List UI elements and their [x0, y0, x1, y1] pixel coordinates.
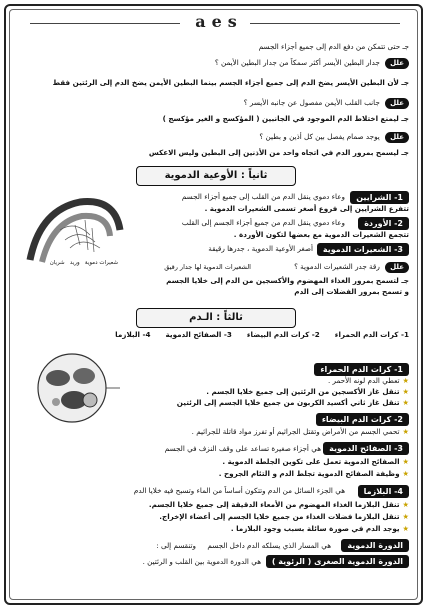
platelets-3: ★وظيفة الصفائح الدموية تجلط الدم و التئام الجروح .	[218, 469, 409, 478]
q1-row: علل جدار البطين الأيسر أكثر سمكاً من جدار البطين الأيمن ؟	[18, 58, 409, 69]
star-icon: ★	[402, 500, 409, 509]
capillaries-a2: و تسمح بمرور الفضلات إلى الدم	[294, 287, 409, 296]
section3-title: ثالثاً : الـدم	[136, 308, 296, 328]
rbc-1: ★تعطي الدم لونه الأحمر .	[327, 376, 409, 385]
circulation-label: الدورة الدموية	[341, 539, 409, 552]
rbc-3: ★تنقل غاز ثاني أكسيد الكربون من جميع خلايا الجسم إلى الرئتين	[176, 398, 409, 407]
wbc-label: 2- كرات الدم البيضاء	[316, 413, 409, 426]
small-circulation-label: الدورة الدموية الصغرى ( الرئوية )	[266, 555, 409, 568]
q2-pill: علل	[385, 98, 409, 109]
veins-label: 2- الأوردة	[358, 217, 409, 230]
blood-components-row: 1- كرات الدم الحمراء 2- كرات الدم البيضاء 3- الصفائح الدموية 4- البلازما	[115, 330, 409, 339]
platelets-1: هي أجزاء صغيرة تساعد على وقف النزف في الجسم	[164, 444, 321, 453]
capillaries-text: أصغر الأوعية الدموية ، جدرها رقيقة	[208, 244, 313, 253]
plasma-label: 4- البلازما	[358, 485, 409, 498]
plasma-4: ★يوجد الدم في صورة سائلة بسبب وجود البلازما .	[230, 524, 409, 533]
q3-row: علل يوجد صمام يفصل بين كل أذين و بطين ؟	[18, 132, 409, 143]
plasma-3: ★تنقل البلازما فضلات الغذاء من جميع خلايا الجسم إلى أعضاء الإخراج.	[159, 512, 409, 521]
star-icon: ★	[402, 512, 409, 521]
a3-row: جـ ليسمح بمرور الدم في اتجاه واحد من الأذنين إلى البطين وليس الاعكس	[148, 148, 409, 157]
platelets-label: 3- الصفائح الدموية	[323, 442, 409, 455]
star-icon: ★	[402, 524, 409, 533]
q1-pill: علل	[385, 58, 409, 69]
veins-text: وعاء دموي ينقل الدم من جميع أجزاء الجسم إلى القلب	[181, 218, 345, 227]
header-rule-left	[30, 23, 180, 24]
blood-cells-illustration	[28, 348, 120, 426]
small-circulation-text: هي الدورة الدموية بين القلب و الرئتين .	[142, 557, 261, 566]
header-rule-right	[250, 23, 400, 24]
brand-logo: aes	[195, 12, 243, 31]
a1-row: جـ لأن البطين الأيسر يضخ الدم إلى جميع أجزاء الجسم بينما البطين الأيمن يضخ الدم إلى الرئتين فقط	[52, 78, 409, 87]
rbc-2: ★تنقل غاز الأكسجين من الرئتين إلى جميع خلايا الجسم .	[206, 387, 409, 396]
q3-pill: علل	[385, 132, 409, 143]
arteries-sub: تتفرع الشرايين إلى فروع أصغر تسمى الشعيرات الدموية .	[204, 204, 409, 213]
worksheet-page	[4, 4, 423, 605]
plasma-1: هي الجزء السائل من الدم وتتكون أساساً من الماء وتسبح فيه خلايا الدم	[133, 486, 345, 495]
star-icon: ★	[402, 376, 409, 385]
capillaries-a1: جـ لتسمح بمرور الغذاء المهضوم والأكسجين من الدم إلى خلايا الجسم	[166, 276, 409, 285]
platelets-2: ★الصفائح الدموية تعمل على تكوين الجلطة الدموية .	[222, 457, 409, 466]
star-icon: ★	[402, 469, 409, 478]
star-icon: ★	[402, 398, 409, 407]
plasma-2: ★تنقل البلازما الغذاء المهضوم من الأمعاء الدقيقة إلى جميع خلايا الجسم.	[148, 500, 409, 509]
capillaries-q-tail: الشعيرات الدموية لها جدار رقيق	[164, 263, 251, 271]
rbc-label: 1- كرات الدم الحمراء	[314, 363, 409, 376]
circulation-text: هي المسار الذي يسلكه الدم داخل الجسم وتنقسم إلى :	[156, 541, 331, 550]
arteries-label: 1- الشرايين	[350, 191, 409, 204]
top-line1: جـ حتى تتمكن من دفع الدم إلى جميع أجزاء الجسم	[258, 42, 409, 51]
capillaries-label: 3- الشعيرات الدموية	[317, 243, 409, 256]
star-icon: ★	[402, 457, 409, 466]
a2-row: جـ ليمنع اختلاط الدم الموجود في الجانبين ( المؤكسج و الغير مؤكسج )	[162, 114, 409, 123]
capillaries-q-row: علل رقة جدر الشعيرات الدموية ؟	[126, 262, 409, 273]
section2-title: ثانياً : الأوعية الدموية	[136, 166, 296, 186]
arteries-text: وعاء دموي ينقل الدم من القلب إلى جميع أجزاء الجسم	[181, 192, 345, 201]
wbc-1: ★تحمي الجسم من الأمراض وتقتل الجراثيم أو تفرز مواد قاتلة للجراثيم .	[191, 427, 409, 436]
q2-row: علل جانب القلب الأيمن مفصول عن جانبه الأيسر ؟	[18, 98, 409, 109]
veins-sub: تتجمع الشعيرات الدموية مع بعضها لتكون الأوردة .	[233, 230, 409, 239]
star-icon: ★	[402, 387, 409, 396]
star-icon: ★	[402, 427, 409, 436]
capillaries-q-pill: علل	[385, 262, 409, 273]
illus-label-row: شعيرات دموية وريد شريان	[49, 260, 118, 266]
